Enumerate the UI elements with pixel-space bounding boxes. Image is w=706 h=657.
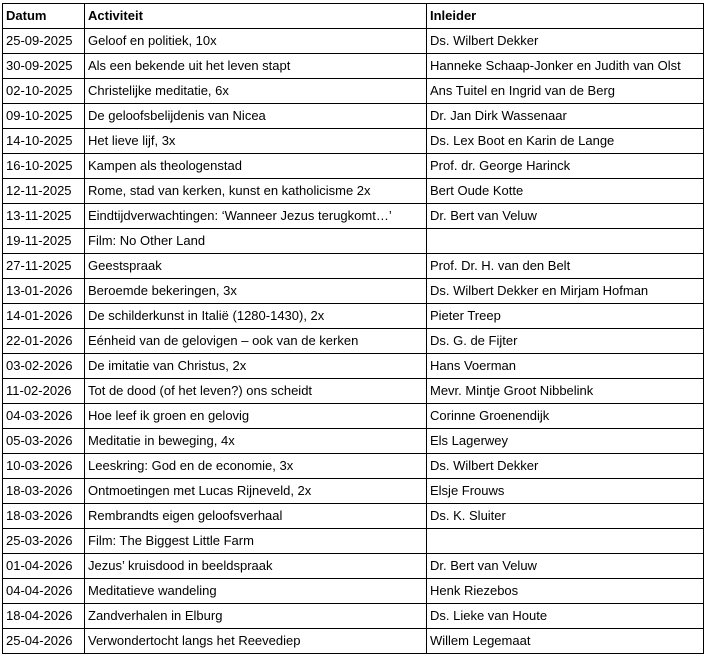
cell-speaker: Pieter Treep [427, 304, 704, 329]
cell-speaker: Ds. Wilbert Dekker [427, 29, 704, 54]
cell-activity: Film: The Biggest Little Farm [85, 529, 427, 554]
cell-speaker [427, 529, 704, 554]
table-row [3, 279, 704, 304]
cell-date: 25-03-2026 [3, 529, 85, 554]
table-row [3, 604, 704, 629]
cell-date: 18-04-2026 [3, 604, 85, 629]
table-row [3, 529, 704, 554]
cell-speaker: Dr. Jan Dirk Wassenaar [427, 104, 704, 129]
cell-date: 02-10-2025 [3, 79, 85, 104]
cell-date: 11-02-2026 [3, 379, 85, 404]
cell-speaker [427, 229, 704, 254]
cell-date: 13-01-2026 [3, 279, 85, 304]
cell-speaker: Ds. Lex Boot en Karin de Lange [427, 129, 704, 154]
table-row [3, 454, 704, 479]
header-date: Datum [3, 4, 85, 29]
cell-activity: Het lieve lijf, 3x [85, 129, 427, 154]
cell-speaker: Prof. Dr. H. van den Belt [427, 254, 704, 279]
cell-date: 10-03-2026 [3, 454, 85, 479]
table-header [3, 4, 704, 29]
cell-date: 30-09-2025 [3, 54, 85, 79]
cell-speaker: Corinne Groenendijk [427, 404, 704, 429]
cell-speaker: Dr. Bert van Veluw [427, 554, 704, 579]
cell-date: 14-01-2026 [3, 304, 85, 329]
cell-activity: De schilderkunst in Italië (1280-1430), 2x [85, 304, 427, 329]
cell-activity: Christelijke meditatie, 6x [85, 79, 427, 104]
cell-date: 19-11-2025 [3, 229, 85, 254]
cell-speaker: Willem Legemaat [427, 629, 704, 654]
header-speaker: Inleider [427, 4, 704, 29]
table-row [3, 54, 704, 79]
header-row [3, 4, 704, 29]
cell-date: 18-03-2026 [3, 479, 85, 504]
cell-speaker: Elsje Frouws [427, 479, 704, 504]
cell-activity: Tot de dood (of het leven?) ons scheidt [85, 379, 427, 404]
table-row [3, 79, 704, 104]
table-row [3, 429, 704, 454]
table-row [3, 229, 704, 254]
cell-activity: Geloof en politiek, 10x [85, 29, 427, 54]
table-row [3, 379, 704, 404]
cell-date: 22-01-2026 [3, 329, 85, 354]
cell-speaker: Prof. dr. George Harinck [427, 154, 704, 179]
cell-speaker: Dr. Bert van Veluw [427, 204, 704, 229]
cell-activity: Meditatieve wandeling [85, 579, 427, 604]
cell-activity: Beroemde bekeringen, 3x [85, 279, 427, 304]
cell-speaker: Henk Riezebos [427, 579, 704, 604]
cell-activity: Leeskring: God en de economie, 3x [85, 454, 427, 479]
cell-activity: Rembrandts eigen geloofsverhaal [85, 504, 427, 529]
table-row [3, 404, 704, 429]
cell-date: 12-11-2025 [3, 179, 85, 204]
cell-date: 03-02-2026 [3, 354, 85, 379]
table-row [3, 204, 704, 229]
table-row [3, 504, 704, 529]
activity-schedule-table [2, 3, 704, 654]
cell-activity: Verwondertocht langs het Reevediep [85, 629, 427, 654]
cell-speaker: Ds. Wilbert Dekker en Mirjam Hofman [427, 279, 704, 304]
cell-activity: De geloofsbelijdenis van Nicea [85, 104, 427, 129]
table-row [3, 354, 704, 379]
table-body [3, 29, 704, 654]
cell-date: 16-10-2025 [3, 154, 85, 179]
cell-speaker: Ds. Wilbert Dekker [427, 454, 704, 479]
cell-date: 14-10-2025 [3, 129, 85, 154]
table-row [3, 329, 704, 354]
table-row [3, 254, 704, 279]
cell-activity: Als een bekende uit het leven stapt [85, 54, 427, 79]
cell-activity: Zandverhalen in Elburg [85, 604, 427, 629]
cell-speaker: Ans Tuitel en Ingrid van de Berg [427, 79, 704, 104]
cell-speaker: Mevr. Mintje Groot Nibbelink [427, 379, 704, 404]
cell-speaker: Ds. K. Sluiter [427, 504, 704, 529]
cell-date: 01-04-2026 [3, 554, 85, 579]
cell-date: 27-11-2025 [3, 254, 85, 279]
cell-date: 09-10-2025 [3, 104, 85, 129]
table-row [3, 104, 704, 129]
cell-date: 05-03-2026 [3, 429, 85, 454]
cell-activity: Eindtijdverwachtingen: ‘Wanneer Jezus terugkomt…’ [85, 204, 427, 229]
table-row [3, 579, 704, 604]
cell-activity: Rome, stad van kerken, kunst en katholicisme 2x [85, 179, 427, 204]
table-row [3, 554, 704, 579]
table-row [3, 629, 704, 654]
cell-date: 25-09-2025 [3, 29, 85, 54]
cell-date: 13-11-2025 [3, 204, 85, 229]
table-row [3, 29, 704, 54]
cell-activity: Kampen als theologenstad [85, 154, 427, 179]
cell-activity: Hoe leef ik groen en gelovig [85, 404, 427, 429]
cell-activity: Ontmoetingen met Lucas Rijneveld, 2x [85, 479, 427, 504]
cell-activity: Film: No Other Land [85, 229, 427, 254]
cell-speaker: Ds. G. de Fijter [427, 329, 704, 354]
cell-activity: Eénheid van de gelovigen – ook van de kerken [85, 329, 427, 354]
cell-activity: De imitatie van Christus, 2x [85, 354, 427, 379]
cell-date: 18-03-2026 [3, 504, 85, 529]
cell-speaker: Hans Voerman [427, 354, 704, 379]
table-row [3, 129, 704, 154]
table-row [3, 304, 704, 329]
table-row [3, 479, 704, 504]
cell-date: 04-04-2026 [3, 579, 85, 604]
cell-activity: Meditatie in beweging, 4x [85, 429, 427, 454]
cell-activity: Jezus’ kruisdood in beeldspraak [85, 554, 427, 579]
cell-speaker: Els Lagerwey [427, 429, 704, 454]
cell-activity: Geestspraak [85, 254, 427, 279]
table-row [3, 179, 704, 204]
cell-date: 25-04-2026 [3, 629, 85, 654]
cell-speaker: Hanneke Schaap-Jonker en Judith van Olst [427, 54, 704, 79]
header-activity: Activiteit [85, 4, 427, 29]
cell-speaker: Bert Oude Kotte [427, 179, 704, 204]
cell-speaker: Ds. Lieke van Houte [427, 604, 704, 629]
cell-date: 04-03-2026 [3, 404, 85, 429]
table-row [3, 154, 704, 179]
